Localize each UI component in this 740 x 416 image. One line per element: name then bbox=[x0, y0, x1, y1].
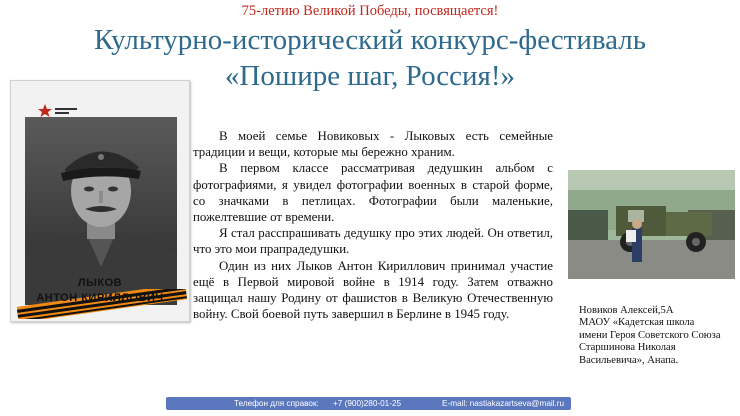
essay-paragraph: Один из них Лыков Антон Кириллович принимал участие ещё в Первой мировой войне в 1914 году. Затем отважно защищал нашу Родину от фашистов в Великую Отечественную войну. Свой боевой путь завершил в Берлине в 1945 году. bbox=[193, 258, 553, 322]
cover-name-given: АНТОН КИРИЛЛОВИЧ bbox=[36, 292, 164, 304]
caption-line: Новиков Алексей,5А bbox=[579, 305, 674, 316]
cover-name-surname: ЛЫКОВ bbox=[77, 277, 123, 289]
email-address: E-mail: nastiakazartseva@mail.ru bbox=[442, 399, 565, 408]
dedication-line: 75-летию Великой Победы, посвящается! bbox=[241, 3, 499, 19]
essay-paragraph: В первом классе рассматривая дедушкин альбом с фотографиями, я увидел фотографии военных в старой форме, со значками в петлицах. Фотографии были маленькие, пожелтевшие от времени. bbox=[193, 161, 553, 225]
caption-line: Старшинова Николая bbox=[579, 342, 676, 354]
author-caption bbox=[579, 305, 739, 367]
album-cover bbox=[10, 80, 190, 322]
caption-line: имени Героя Советского Союза bbox=[579, 329, 721, 341]
caption-line: МАОУ «Кадетская школа bbox=[579, 317, 695, 329]
contact-footer-bar bbox=[166, 397, 571, 410]
essay-text bbox=[193, 128, 553, 322]
essay-paragraph: Я стал расспрашивать дедушку про этих людей. Он ответил, что это мои прапрадедушки. bbox=[193, 226, 553, 257]
parade-photo bbox=[568, 170, 735, 279]
victory-star-logo bbox=[37, 103, 81, 119]
phone-number: +7 (900)280-01-25 bbox=[333, 399, 402, 408]
festival-title-line-2: «Пошире шаг, Россия!» bbox=[224, 60, 516, 92]
essay-paragraph: В моей семье Новиковых - Лыковых есть семейные традиции и вещи, которые мы бережно храним. bbox=[193, 129, 553, 160]
phone-label: Телефон для справок: bbox=[234, 399, 319, 408]
festival-title-line-1: Культурно-исторический конкурс-фестиваль bbox=[93, 24, 646, 56]
caption-line: Васильевича», Анапа. bbox=[579, 354, 679, 366]
